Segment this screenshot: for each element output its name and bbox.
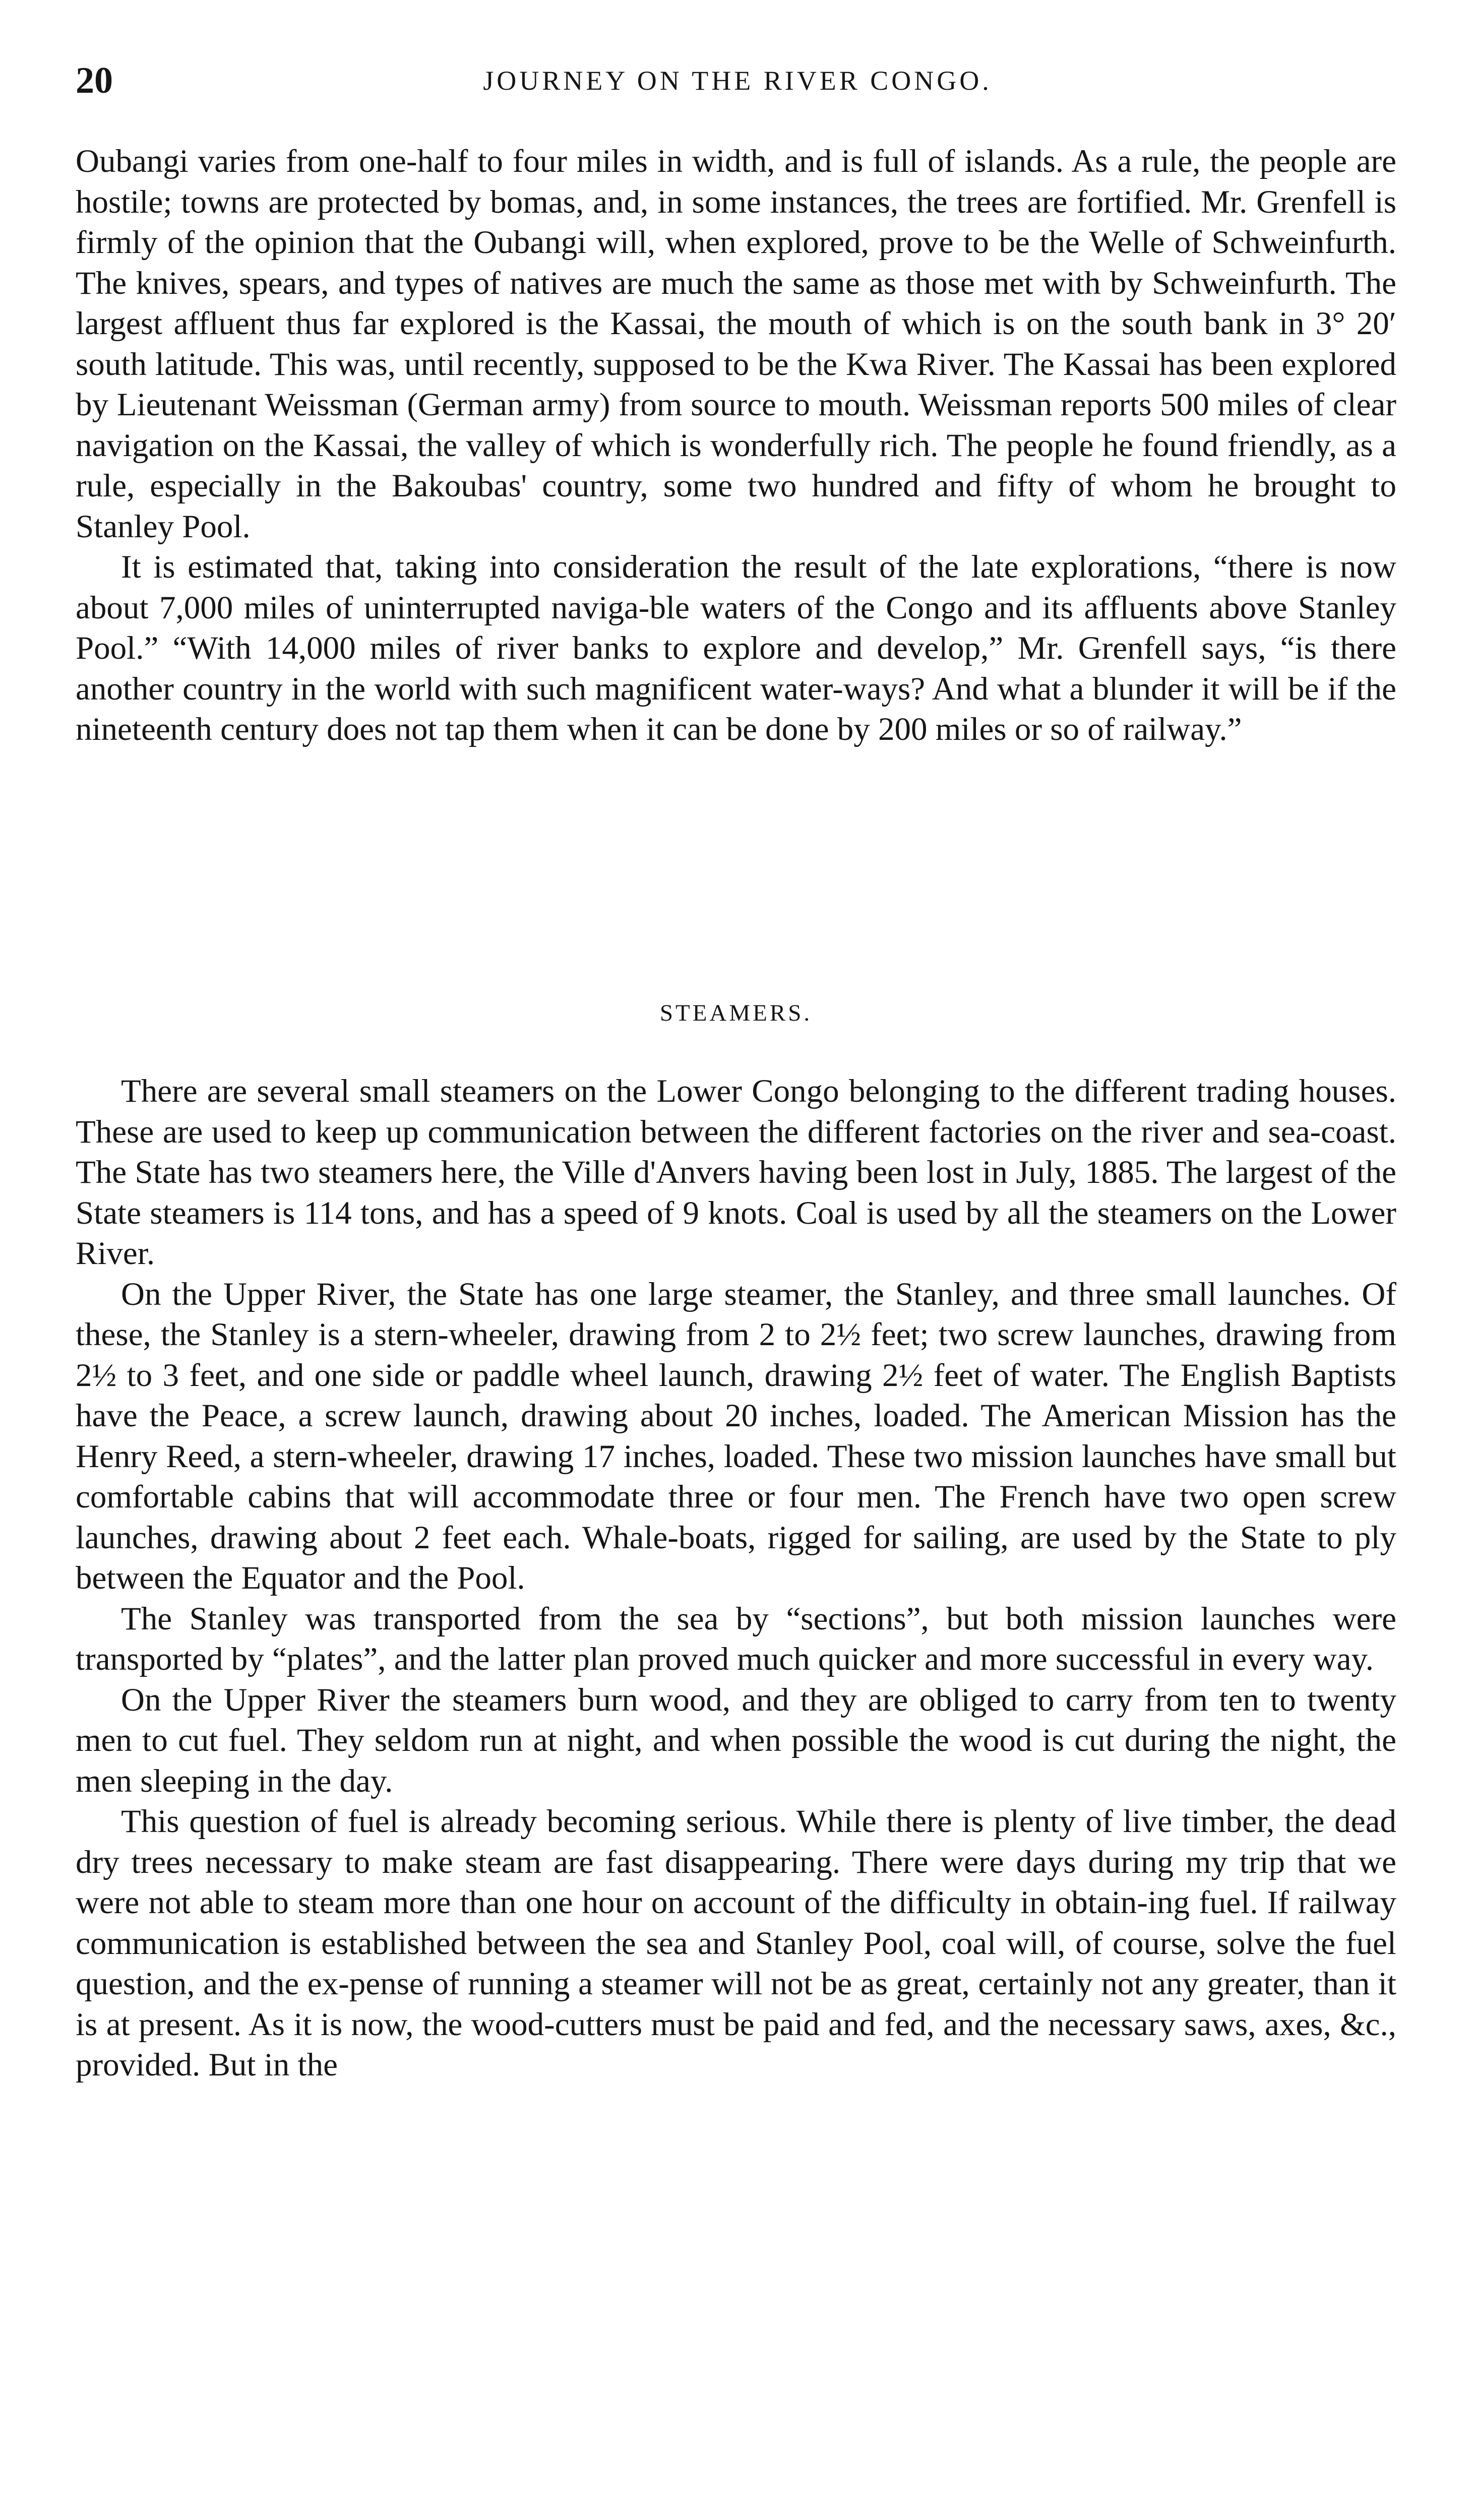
text-block-bottom <box>76 1071 1396 2086</box>
running-title: JOURNEY ON THE RIVER CONGO. <box>483 66 992 96</box>
paragraph: This question of fuel is already becoming serious. While there is plenty of live timber, the dead dry trees necessary to make steam are fast disappearing. There were days during my trip that we were not able to steam more than one hour on account of the difficulty in obtain-ing fuel. If railway communication is established between the sea and Stanley Pool, coal will, of course, solve the fuel question, and the ex-pense of running a steamer will not be as great, certainly not any greater, than it is at present. As it is now, the wood-cutters must be paid and fed, and the necessary saws, axes, &c., provided. But in the <box>76 1803 1396 2083</box>
text-block-top <box>76 141 1396 750</box>
section-heading: STEAMERS. <box>659 1000 813 1026</box>
paragraph: The Stanley was transported from the sea by “sections”, but both mission launches were transported by “plates”, and the latter plan proved much quicker and more successful in every way. <box>76 1600 1396 1677</box>
paragraph: There are several small steamers on the Lower Congo belonging to the different trading houses. These are used to keep up communication between the different factories on the river and sea-coast. The State has two steamers here, the Ville d'Anvers having been lost in July, 1885. The largest of the State steamers is 114 tons, and has a speed of 9 knots. Coal is used by all the steamers on the Lower River. <box>76 1073 1396 1272</box>
paragraph: On the Upper River the steamers burn wood, and they are obliged to carry from ten to twenty men to cut fuel. They seldom run at night, and when possible the wood is cut during the night, the men sleeping in the day. <box>76 1681 1396 1799</box>
paragraph: Oubangi varies from one-half to four miles in width, and is full of islands. As a rule, the people are hostile; towns are protected by bomas, and, in some instances, the trees are fortified. Mr. Grenfell is firmly of the opinion that the Oubangi will, when explored, prove to be the Welle of Schweinfurth. The knives, spears, and types of natives are much the same as those met with by Schweinfurth. The largest affluent thus far explored is the Kassai, the mouth of which is on the south bank in 3° 20′ south latitude. This was, until recently, supposed to be the Kwa River. The Kassai has been explored by Lieutenant Weissman (German army) from source to mouth. Weissman reports 500 miles of clear navigation on the Kassai, the valley of which is wonderfully rich. The people he found friendly, as a rule, especially in the Bakoubas' country, some two hundred and fifty of whom he brought to Stanley Pool. <box>76 143 1396 545</box>
page-number: 20 <box>76 60 113 101</box>
page-header <box>76 55 1399 106</box>
paragraph: It is estimated that, taking into consideration the result of the late explorations, “there is now about 7,000 miles of uninterrupted naviga-ble waters of the Congo and its affluents above Stanley Pool.” “With 14,000 miles of river banks to explore and develop,” Mr. Grenfell says, “is there another country in the world with such magnificent water-ways? And what a blunder it will be if the nineteenth century does not tap them when it can be done by 200 miles or so of railway.” <box>76 549 1396 747</box>
paragraph: On the Upper River, the State has one large steamer, the Stanley, and three small launches. Of these, the Stanley is a stern-wheeler, drawing from 2 to 2½ feet; two screw launches, drawing from 2½ to 3 feet, and one side or paddle wheel launch, drawing 2½ feet of water. The English Baptists have the Peace, a screw launch, drawing about 20 inches, loaded. The American Mission has the Henry Reed, a stern-wheeler, drawing 17 inches, loaded. These two mission launches have small but comfortable cabins that will accommodate three or four men. The French have two open screw launches, drawing about 2 feet each. Whale-boats, rigged for sailing, are used by the State to ply between the Equator and the Pool. <box>76 1276 1396 1596</box>
